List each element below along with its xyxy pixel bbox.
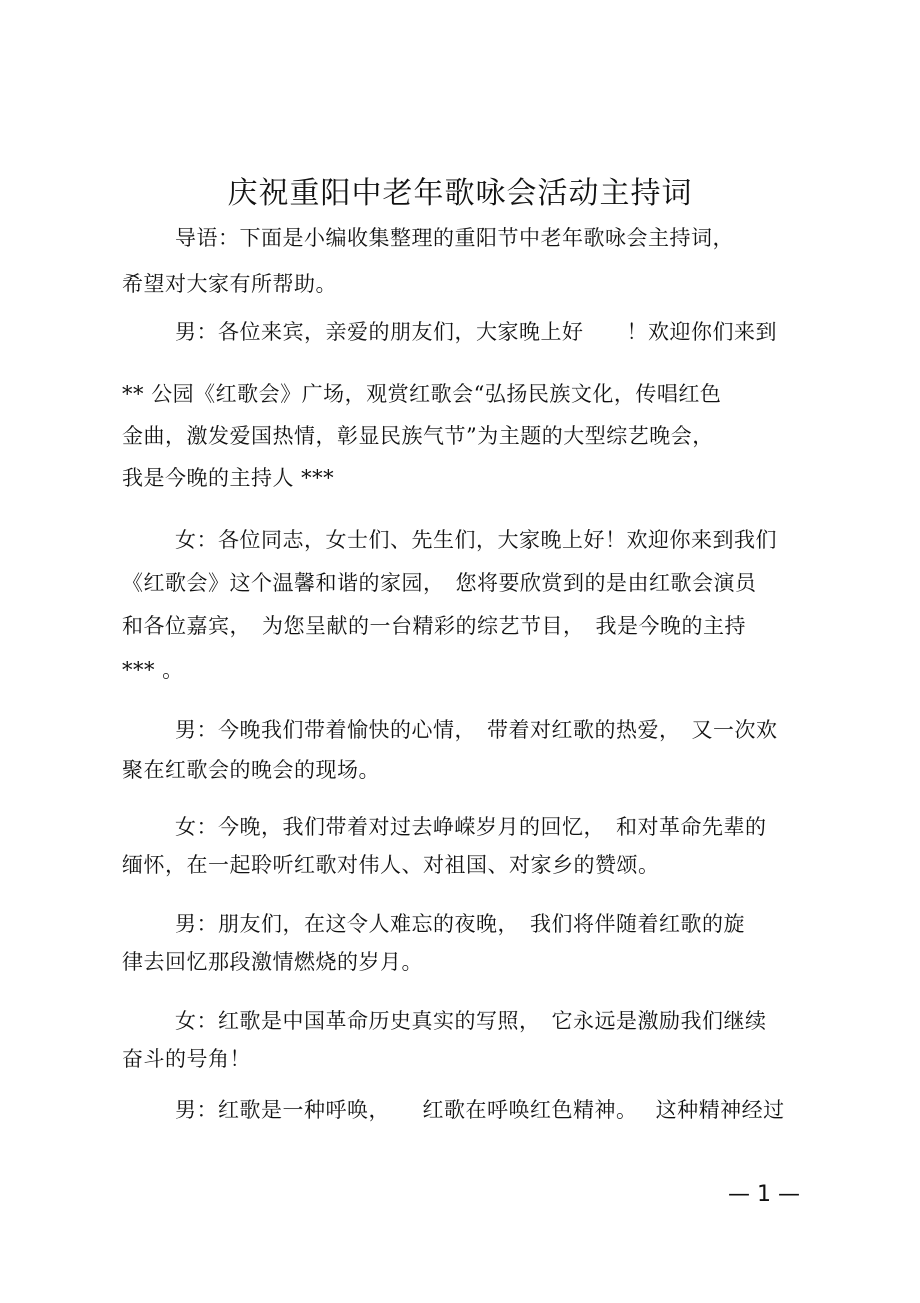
- text-line: ** 公园《红歌会》广场，观赏红歌会“弘扬民族文化，传唱红色: [122, 382, 722, 406]
- page-number: — 1 —: [728, 1182, 800, 1207]
- text-line: 男：今晚我们带着愉快的心情， 带着对红歌的热爱， 又一次欢: [175, 718, 778, 742]
- text-line: 金曲，激发爱国热情，彰显民族气节”为主题的大型综艺晚会，: [122, 424, 714, 448]
- text-line: 男：红歌是一种呼唤， 红歌在呼唤红色精神。 这种精神经过: [175, 1098, 785, 1122]
- text-line: *** 。: [122, 658, 184, 682]
- text-line: 男：各位来宾，亲爱的朋友们，大家晚上好 ！欢迎你们来到: [175, 320, 777, 344]
- text-line: 《红歌会》这个温馨和谐的家园， 您将要欣赏到的是由红歌会演员: [122, 571, 757, 595]
- text-line: 缅怀，在一起聆听红歌对伟人、对祖国、对家乡的赞颂。: [122, 853, 660, 877]
- text-line: 女：今晚，我们带着对过去峥嵘岁月的回忆， 和对革命先辈的: [175, 815, 767, 839]
- text-line: 男：朋友们，在这令人难忘的夜晚， 我们将伴随着红歌的旋: [175, 912, 745, 936]
- text-line: 聚在红歌会的晚会的现场。: [122, 758, 380, 782]
- document-title: 庆祝重阳中老年歌咏会活动主持词: [227, 176, 693, 211]
- text-line: 我是今晚的主持人 ***: [122, 466, 335, 490]
- text-line: 希望对大家有所帮助。: [122, 272, 337, 296]
- text-line: 女：各位同志，女士们、先生们，大家晚上好！欢迎你来到我们: [175, 528, 777, 552]
- text-line: 导语：下面是小编收集整理的重阳节中老年歌咏会主持词，: [175, 226, 734, 250]
- text-line: 女：红歌是中国革命历史真实的写照， 它永远是激励我们继续: [175, 1009, 767, 1033]
- text-line: 律去回忆那段激情燃烧的岁月。: [122, 950, 423, 974]
- text-line: 奋斗的号角！: [122, 1047, 251, 1071]
- text-line: 和各位嘉宾， 为您呈献的一台精彩的综艺节目， 我是今晚的主持: [122, 614, 746, 638]
